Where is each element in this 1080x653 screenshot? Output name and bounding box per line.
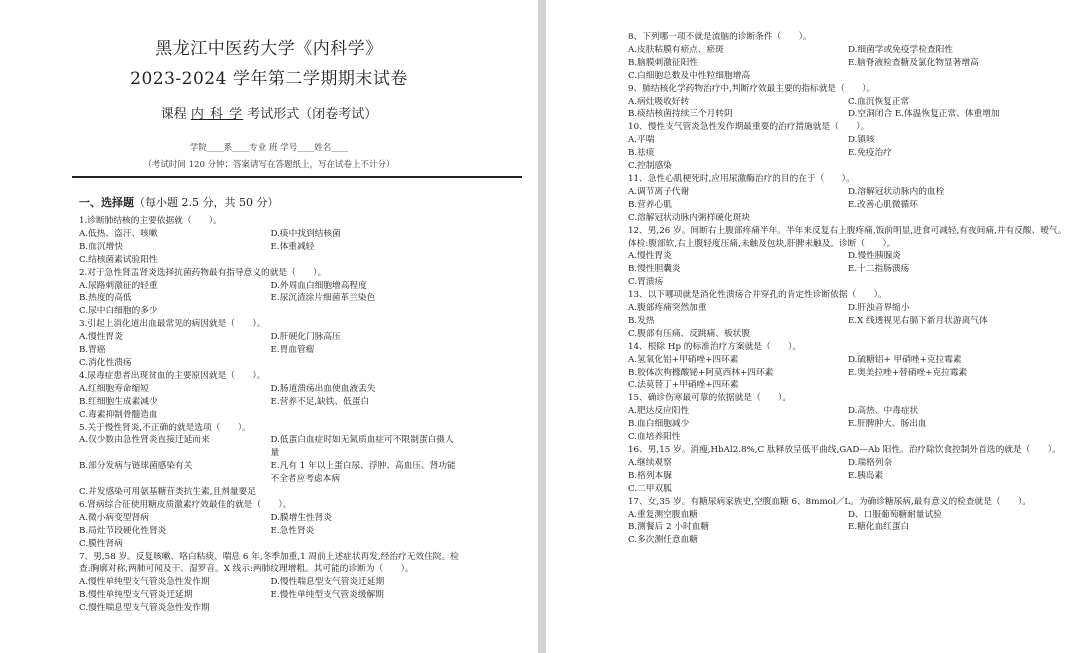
exam-title: 黑龙江中医药大学《内科学》 bbox=[155, 39, 383, 59]
question-stem: 2.对于急性肾盂肾炎选择抗菌药物最有指导意义的就是（ ）。 bbox=[79, 267, 327, 278]
option-group bbox=[628, 186, 1068, 225]
answer-option: A.红细胞寿命缩短 bbox=[79, 383, 149, 394]
answer-option: A.低热、盗汗、咳嗽 bbox=[79, 228, 158, 239]
course-label: 课程 bbox=[160, 107, 187, 122]
answer-option: A.慢性胃炎 bbox=[628, 251, 672, 262]
answer-option: A.肥达反应阳性 bbox=[628, 406, 690, 417]
option-group bbox=[628, 457, 1068, 496]
answer-option: E.糖化血红蛋白 bbox=[848, 522, 910, 533]
question-item bbox=[628, 289, 1068, 341]
question-stem: 3.引起上消化道出血最常见的病因就是（ ）。 bbox=[79, 319, 266, 330]
section-note: （每小题 2.5 分，共 50 分） bbox=[134, 196, 279, 209]
question-item bbox=[628, 496, 1068, 548]
question-stem: 15、确诊伤寒最可靠的依据就是（ ）。 bbox=[628, 393, 792, 404]
answer-option: A.腹部疼痛突然加重 bbox=[628, 303, 707, 314]
answer-option: D.外周血白细胞增高程度 bbox=[270, 280, 367, 291]
answer-option: C.溶解冠状动脉内粥样硬化斑块 bbox=[628, 212, 751, 223]
answer-option: C.消化性溃疡 bbox=[79, 357, 132, 368]
answer-option: A.慢性单纯型支气管炎急性发作期 bbox=[79, 577, 210, 588]
answer-option: B.局灶节段硬化性肾炎 bbox=[79, 525, 167, 536]
answer-option: E.急性肾炎 bbox=[270, 525, 315, 536]
question-stem: 13、以下哪项就是消化性溃疡合并穿孔的肯定性诊断依据（ ）。 bbox=[628, 290, 887, 301]
answer-option: C.多次测任意血糖 bbox=[628, 535, 698, 546]
answer-option: B.部分发病与链球菌感染有关 bbox=[79, 461, 193, 472]
option-group bbox=[628, 250, 1068, 289]
answer-option: D.膜增生性肾炎 bbox=[270, 512, 333, 523]
answer-option: B.痰结核菌持续三个月转阴 bbox=[628, 109, 733, 120]
answer-option: B.慢性单纯型支气管炎迁延期 bbox=[79, 590, 193, 601]
answer-option: C.膜性肾病 bbox=[79, 538, 123, 549]
answer-option: E.胃血管瘤 bbox=[270, 345, 315, 356]
answer-option: B.发热 bbox=[628, 315, 655, 326]
exam-form: 考试形式（闭卷考试） bbox=[247, 107, 378, 122]
exam-page-left bbox=[0, 0, 538, 653]
answer-option: C.血培养阳性 bbox=[628, 432, 681, 443]
answer-option: D.高热、中毒症状 bbox=[848, 406, 919, 417]
answer-option: E.十二指肠溃疡 bbox=[848, 264, 910, 275]
question-stem: 7、男,58 岁。反复咳嗽、咯白粘痰、喘息 6 年,冬季加重,1 周前上述症状再发,经治疗无效住院。检查:胸廓对称,两肺可闻及干、湿罗音。X 线示:两肺纹理增粗。其可能的诊断为（ ）。 bbox=[79, 551, 459, 575]
answer-option: C.二甲双胍 bbox=[628, 483, 672, 494]
answer-option: E.尿沉渣涂片细菌革兰染色 bbox=[270, 293, 376, 304]
answer-option: C.慢性喘息型支气管炎急性发作期 bbox=[79, 603, 210, 614]
exam-page-right bbox=[546, 0, 1080, 653]
answer-option: D.低蛋白血症时如无氮质血症可不限制蛋白摄人量 bbox=[270, 435, 454, 459]
page-gutter bbox=[538, 0, 546, 653]
answer-option: B.胶体次枸橼酸铋+阿莫西林+四环素 bbox=[628, 367, 774, 378]
question-stem: 1.诊断肺结核的主要依据就（ ）。 bbox=[79, 216, 222, 226]
question-stem: 10、慢性支气管炎急性发作期最重要的治疗措施就是（ ）。 bbox=[628, 122, 870, 133]
answer-option: E.肝脾肿大、肠出血 bbox=[848, 419, 927, 430]
question-item bbox=[79, 215, 462, 267]
answer-option: A.调节离子代谢 bbox=[628, 186, 690, 197]
question-item bbox=[628, 225, 1068, 290]
answer-option: A.微小病变型肾病 bbox=[79, 512, 149, 523]
answer-option: A.仅少数由急性肾炎直接迁延而来 bbox=[79, 435, 210, 446]
question-item bbox=[79, 318, 462, 370]
question-item bbox=[628, 444, 1068, 496]
question-item bbox=[79, 370, 462, 422]
answer-option: A.重复测空腹血糖 bbox=[628, 509, 698, 520]
option-group bbox=[628, 44, 1068, 83]
answer-option: B.红细胞生成素减少 bbox=[79, 396, 158, 407]
answer-option: B.测餐后 2 小时血糖 bbox=[628, 522, 710, 533]
question-item bbox=[628, 121, 1068, 173]
answer-option: D.肝硬化门脉高压 bbox=[270, 332, 341, 343]
answer-option: D.肝浊音界缩小 bbox=[848, 303, 910, 314]
option-group bbox=[79, 512, 462, 551]
answer-option: E.脑脊液检查糖及氯化物显著增高 bbox=[848, 57, 979, 68]
student-info-line: 学院____系____专业 班 学号____姓名____ bbox=[189, 143, 349, 153]
question-stem: 16、男,15 岁。消瘦,HbAl2.8%,C 肽释放呈低平曲线,GAD—Ab 阳性。治疗除饮食控制外首选的就是（ ）。 bbox=[628, 445, 1061, 455]
question-list-left bbox=[79, 215, 462, 615]
answer-option: A.氢氧化铝+甲硝唑+四环素 bbox=[628, 354, 739, 365]
question-item bbox=[628, 173, 1068, 225]
course-name: 内 科 学 bbox=[190, 107, 244, 122]
answer-option: C.控制感染 bbox=[628, 161, 672, 172]
answer-option: D.硫糖铝+ 甲硝唑+克拉霉素 bbox=[848, 354, 962, 365]
answer-option: E.改善心肌微循环 bbox=[848, 199, 918, 210]
answer-option: C.白细胞总数及中性粒细胞增高 bbox=[628, 70, 751, 81]
answer-option: B.血白细胞减少 bbox=[628, 419, 690, 430]
answer-option: B.脑膜刺激征阳性 bbox=[628, 57, 698, 68]
answer-option: D.瑞格列奈 bbox=[848, 457, 893, 468]
answer-option: E.胰岛素 bbox=[848, 470, 884, 481]
answer-option: D.慢性喘息型支气管炎迁延期 bbox=[270, 577, 385, 588]
option-group bbox=[628, 302, 1068, 341]
question-item bbox=[79, 551, 462, 616]
question-stem: 5.关于慢性肾炎,不正确的就是选项（ ）。 bbox=[79, 422, 251, 433]
answer-option: A.尿路刺激征的轻重 bbox=[79, 280, 158, 291]
answer-option: D.空洞闭合 E.体温恢复正常、体重增加 bbox=[848, 109, 1000, 120]
answer-option: D.痰中找到结核菌 bbox=[270, 228, 341, 239]
exam-note: （考试时间 120 分钟；答案请写在答题纸上，写在试卷上不计分） bbox=[143, 160, 395, 170]
answer-option: C.胃溃疡 bbox=[628, 277, 664, 288]
question-item bbox=[79, 267, 462, 319]
option-group bbox=[628, 96, 1068, 122]
question-item bbox=[628, 83, 1068, 122]
answer-option: E.免疫治疗 bbox=[848, 148, 892, 159]
answer-option: A.慢性胃炎 bbox=[79, 332, 123, 343]
answer-option: C.法莫替丁+甲硝唑+四环素 bbox=[628, 380, 739, 391]
option-group bbox=[79, 228, 462, 267]
answer-option: B.格列本脲 bbox=[628, 470, 672, 481]
option-group bbox=[628, 509, 1068, 548]
option-group bbox=[79, 280, 462, 319]
answer-option: D.慢性胰腺炎 bbox=[848, 251, 901, 262]
question-stem: 8、下列哪一项不就是流脑的诊断条件（ ）。 bbox=[628, 32, 812, 42]
answer-option: D.细菌学或免疫学检查阳性 bbox=[848, 44, 953, 55]
answer-option: D.肠道溃疡出血使血液丢失 bbox=[270, 383, 376, 394]
answer-option: A.病灶吸收好转 bbox=[628, 96, 690, 107]
answer-option: E.营养不足,缺铁、低蛋白 bbox=[270, 396, 370, 407]
answer-option: A.平喘 bbox=[628, 135, 655, 146]
question-stem: 4.尿毒症患者出现贫血的主要原因就是（ ）。 bbox=[79, 370, 266, 381]
answer-option: E.慢性单纯型支气管炎缓解期 bbox=[270, 590, 384, 601]
answer-option: E.X 线透视见右膈下新月状游离气体 bbox=[848, 315, 988, 326]
answer-option: D.镇咳 bbox=[848, 135, 875, 146]
answer-option: B.热度的高低 bbox=[79, 293, 132, 304]
option-group bbox=[79, 331, 462, 370]
question-list-right bbox=[628, 31, 1068, 547]
question-item bbox=[79, 422, 462, 499]
option-group bbox=[79, 434, 462, 499]
course-line bbox=[0, 103, 538, 122]
question-stem: 9、肺结核化学药物治疗中,判断疗效最主要的指标就是（ ）。 bbox=[628, 83, 876, 94]
answer-option: C.结核菌素试验阳性 bbox=[79, 254, 158, 265]
question-stem: 17、女,35 岁。有糖尿病家族史,空腹血糖 6、8mmol／L。为确诊糖尿病,最有意义的检查就是（ ）。 bbox=[628, 496, 1031, 507]
header-divider bbox=[72, 176, 522, 178]
question-stem: 6.肾病综合征使用糖皮质激素疗效最佳的就是（ ）。 bbox=[79, 499, 292, 510]
question-stem: 14、根除 Hp 的标准治疗方案就是（ ）。 bbox=[628, 341, 802, 352]
answer-option: B.祛痰 bbox=[628, 148, 655, 159]
option-group bbox=[628, 354, 1068, 393]
answer-option: B.营养心肌 bbox=[628, 199, 672, 210]
answer-option: C.血沉恢复正常 bbox=[848, 96, 910, 107]
answer-option: E.凡有 1 年以上蛋白尿、浮肿、高血压、肾功能不全者应考虑本病 bbox=[270, 461, 456, 485]
answer-option: C.毒素抑制骨髓造血 bbox=[79, 409, 158, 420]
answer-option: D、口服葡萄糖耐量试验 bbox=[848, 509, 942, 520]
option-group bbox=[628, 134, 1068, 173]
answer-option: C.腹部有压痛、反跳痛、板状腹 bbox=[628, 328, 751, 339]
section-heading bbox=[79, 194, 278, 210]
answer-option: A.皮肤粘膜有瘀点、瘀斑 bbox=[628, 44, 724, 55]
answer-option: B.慢性胆囊炎 bbox=[628, 264, 681, 275]
exam-subtitle: 2023-2024 学年第二学期期末试卷 bbox=[130, 69, 408, 89]
answer-option: C.并发感染可用氨基糖苷类抗生素,且剂量要足 bbox=[79, 487, 256, 498]
answer-option: B.血沉增快 bbox=[79, 241, 123, 252]
option-group bbox=[79, 576, 462, 615]
answer-option: E.体重减轻 bbox=[270, 241, 315, 252]
question-item bbox=[628, 341, 1068, 393]
answer-option: D.溶解冠状动脉内的血栓 bbox=[848, 186, 945, 197]
question-item bbox=[79, 499, 462, 551]
question-stem: 11、急性心肌梗死时,应用尿激酶治疗的目的在于（ ）。 bbox=[628, 173, 855, 184]
question-stem: 12、男,26 岁。间断右上腹部疼痛半年。半年来反复右上腹疼痛,饭前明显,进食可减轻,有夜间痛,并有反酸、嗳气。体检:腹部软,右上腹轻度压痛,未触及包块,肝脾未触及。诊断（ ）。 bbox=[628, 225, 1067, 249]
section-title: 一、选择题 bbox=[79, 196, 134, 209]
question-item bbox=[628, 392, 1068, 444]
answer-option: B.胃癌 bbox=[79, 345, 106, 356]
answer-option: E.奥美拉唑+替硝唑+克拉霉素 bbox=[848, 367, 968, 378]
answer-option: C.尿中白细胞的多少 bbox=[79, 306, 158, 317]
question-item bbox=[628, 31, 1068, 83]
option-group bbox=[628, 405, 1068, 444]
option-group bbox=[79, 383, 462, 422]
answer-option: A.继续观察 bbox=[628, 457, 672, 468]
